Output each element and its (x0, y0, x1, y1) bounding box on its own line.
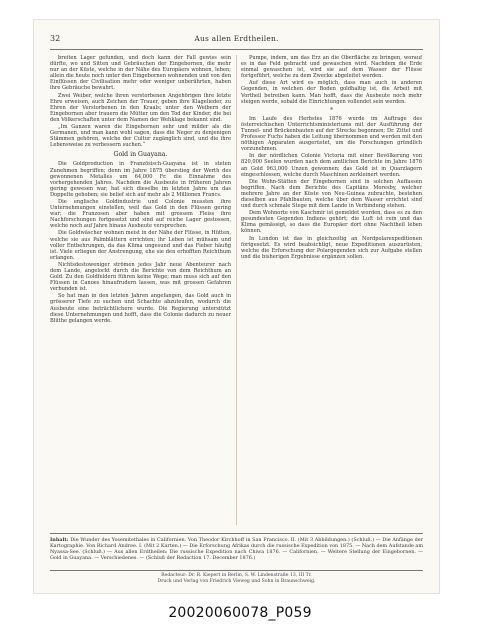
imprint-publisher: Druck und Verlag von Friedrich Vieweg und Sohn in Braunschweig. (157, 579, 316, 584)
imprint-editor: Redacteur: Dr. R. Kiepert in Berlin, S. W. Lindenstraße 13, III Tr. (161, 573, 312, 578)
left-paragraph: „Im Ganzen waren die Eingebornen sehr und milder als die Germanen, und man kann wohl sagen, dass die Neger zu denjenigen Stämmen gehören, welche der Cultur zugänglich sind, und die ihre Lebensweise zu verbessern suchen.“ (50, 124, 231, 149)
column-divider (236, 55, 237, 525)
right-section-paragraph: Im Laufe des Herbstes 1876 wurde im Auftrage des österreichischen Unterrichtsministeriums mit der Ausführung der Tunnel- und Brückenbauten auf der Strecke begonnen; Dr. Zittel und Professor Fuchs haben die Leitung übernommen und werden mit den nöthigen Apparaten ausgerüstet, um die Forschungen gründlich vorzunehmen. (241, 115, 422, 153)
right-section-paragraph: Die Wohn-Stätten der Eingebornen sind in solchen Auffassen begriffen. Nach dem Berichte des Capitäns Moresby, welcher mehrere Jahre an der Küste von Neu-Guinea zubrachte, bestehen dieselben aus Pfahlbauten, welche über dem Wasser errichtet sind und durch schmale Stege mit dem Lande in Verbindung stehen. (241, 178, 422, 210)
section-paragraph: Nichtsdestoweniger strömen jedes Jahr neue Abenteurer nach dem Lande, angelockt durch die Berichte von dem Reichthum an Gold. Zu den Goldfeldern führen keine Wege; man muss sich auf den Flüssen in Canoes hinaufrudern lassen, was mit grossen Gefahren verbunden ist. (50, 261, 231, 293)
running-title: Aus allen Erdtheilen. (194, 34, 279, 43)
contents-label: Inhalt: (50, 537, 69, 543)
section-paragraph: Die englische Goldindustrie und Colonie mussten ihre Unternehmungen einstellen, weil das Gold in den Flüssen gering war; die Franzosen aber haben mit grossem Fleiss ihre Nachforschungen fortgesetzt und sind auf reiche Lager gestossen, welche noch auf Jahre hinaus Ausbeute versprechen. (50, 198, 231, 230)
contents-text: Die Wunder des Yosemitethales in Californien. Von Theodor Kirchhoff in San Francisco. II. (Mit 3 Abbildungen.) (Schluß.) — Die Anfänge der Kartographie. Von Richard Andree. I. (Mit 2 Karten.) — Die Erforschung Afrikas durch die russische Expedition von 1875. — Nach dem Aufstande am Nyassa-See. (Schluß.) — Aus allen Erdtheilen: Die russische Expedition nach Chiwa 1876. — Californien. — Weitere Stellung der Eingebornen. — Gold in Guayana. — Verschiedenes. — (Schluß der Redaction 17. December 1876.) (50, 537, 423, 561)
imprint-rule (50, 570, 423, 571)
right-paragraph: Pumpe, indem, um das Erz an die Oberfläche zu bringen, worauf es in das Feld gebracht und gewaschen wird. Nachdem die Erde einmal gewaschen ist, wird sie auf dem Wasser der Flüsse fortgeführt, welche zu dem Zwecke abgeleitet werden. (241, 55, 422, 80)
scan-identifier-caption: 20020060078_P059 (168, 605, 312, 621)
imprint (50, 573, 423, 585)
section-paragraph: Die Goldproduction in Französisch-Guayana ist in steten Zunehmen begriffen; denn im Jahre 1875 überstieg der Werth des gewonnenen Metalles um 64,000 Fr. die Einnahme des vorhergehenden Jahres. Nachdem die Ausbeute in früheren Jahren gering gewesen war, hat sich dieselbe im letzten Jahre um das Doppelte gehoben; sie belief sich auf mehr als 2 Millionen Francs. (50, 161, 231, 198)
left-paragraph: breiten Lager gefunden, und doch kann der Fall gewiss sein dürfte, wo und Sitten und Gebräuchen der Eingebornen, die mehr nur an der Küste, welche in der Nähe des Europäers wohnen, leben; allein die heute noch unter den Eingebornen wohnenden und von den Einflüssen der Civilisation mehr oder weniger unberührten, haben ihre Gebräuche bewahrt. (50, 55, 231, 92)
contents-rule (50, 533, 423, 534)
page-scan (34, 20, 439, 593)
section-separator-star: * (330, 106, 333, 114)
section-title-gold: Gold in Guayana. (113, 151, 168, 159)
header-rule (50, 49, 423, 50)
right-paragraph: Auf diese Art wird es möglich, dass man auch in anderen Gegenden, in welchen der Boden goldhaltig ist, die Arbeit mit Vortheil betreiben kann. Man hofft, dass die Ausbeute noch mehr steigen werde, sobald die Einrichtungen vollendet sein werden. (241, 80, 422, 105)
right-section-paragraph: In London ist das in gleichzeitig an Nordpolarexpeditionen fortgesetzt. Es wird beabsichtigt, neue Expeditionen auszurüsten, welche die Erforschung der Polargegenden sich zur Aufgabe stellen und die bisherigen Ergebnisse ergänzen sollen. (241, 235, 422, 260)
page-header (34, 34, 439, 46)
page-number: 32 (50, 34, 61, 43)
right-column (241, 55, 422, 530)
table-of-contents (50, 537, 423, 561)
left-paragraph: Zwei Weiber, welche ihren verstorbenen Angehörigen ihre letzte Ehre erweisen, auch Zeichen der Trauer, geben ihre Klagelieder, zu Ehren der Verstorbenen in den Kraals; unter den Weibern der Eingebornen aber trauern die Mütter um den Tod der Kinder, die bei den Völkerschaften unter dem Namen der Wehklage bekannt sind. (50, 92, 231, 123)
section-paragraph: Die Goldwäscher wohnen meist in der Nähe der Flüsse, in Hütten, welche sie aus Palmblättern errichten; ihr Leben ist mühsam und voller Entbehrungen, da das Klima ungesund und das Fieber häufig ist. Viele erliegen der Anstrengung, ehe sie den erhofften Reichthum erlangen. (50, 230, 231, 261)
section-paragraph: So hat man in den letzten Jahren angefangen, das Gold auch in grösserer Tiefe zu suchen und Schachte abzuteufen, wodurch die Ausbeute eine beträchtlichere wurde. Die Regierung unterstützt diese Unternehmungen und hofft, dass die Colonie dadurch zu neuer Blüthe gelangen werde. (50, 293, 231, 324)
right-section-paragraph: In der nördlichen Colonie Victoria mit einer Bevölkerung von 820,000 Seelen wurden nach dem amtlichen Berichte im Jahre 1876 an Gold 963,000 Unzen gewonnen; das Gold ist in Quarzlagern eingeschlossen, welche durch Maschinen zerkleinert werden. (241, 153, 422, 178)
right-section-paragraph: Dem Wohnorte von Kaschmir ist gemeldet worden, dass es zu den gesundesten Gegenden Indiens gehört; die Luft ist rein und das Klima gemässigt, so dass die Europäer dort ohne Nachtheil leben können. (241, 210, 422, 235)
left-column (50, 55, 231, 530)
